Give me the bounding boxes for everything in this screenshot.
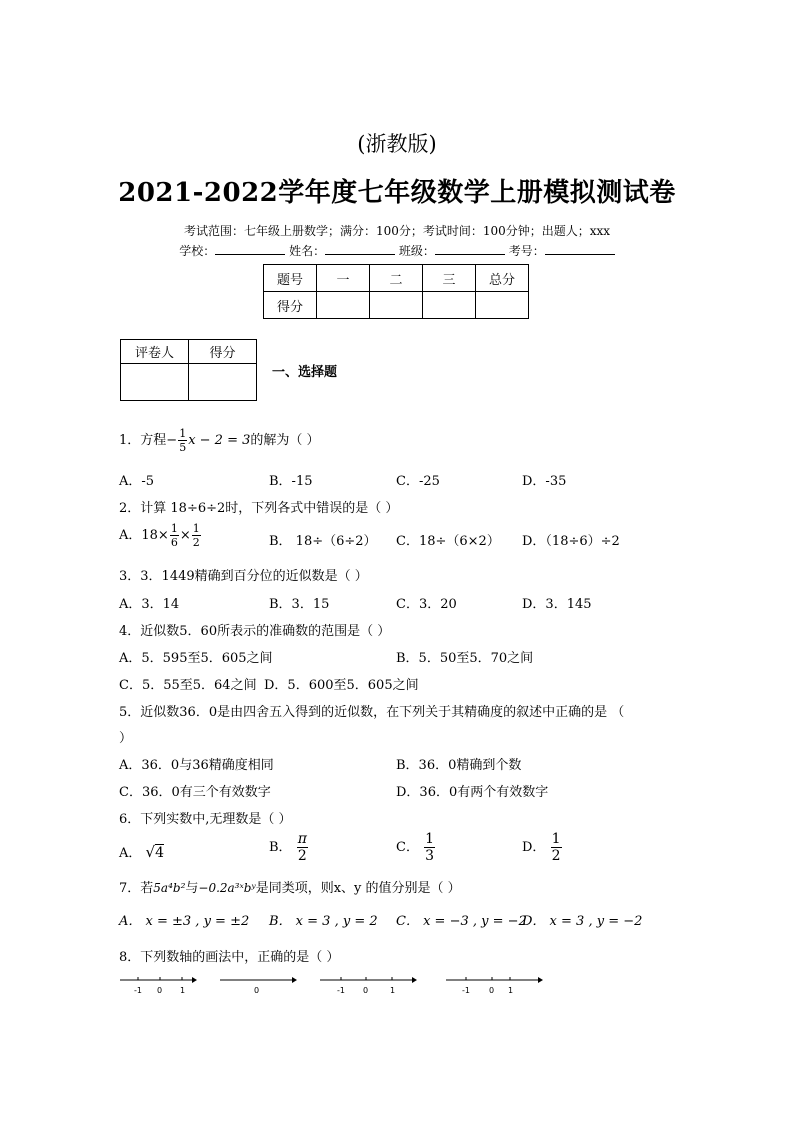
- arrow-icon: [538, 977, 543, 983]
- tick-label: 0: [254, 986, 260, 995]
- q2-option-c[interactable]: C．18÷（6×2）: [396, 534, 500, 549]
- exam-subtitle: (浙教版): [357, 132, 437, 156]
- fraction: [551, 832, 562, 863]
- q6-option-c[interactable]: [396, 832, 436, 863]
- term-1: 5a⁴b²: [153, 881, 186, 895]
- tick-label: -1: [462, 986, 470, 995]
- tick-label: 1: [508, 986, 514, 995]
- q3-option-a[interactable]: A．3．14: [119, 597, 180, 612]
- q4-option-d[interactable]: D．5．600至5．605之间: [264, 678, 419, 693]
- option-label: B．: [269, 840, 292, 855]
- fraction-numerator: 1: [425, 831, 435, 847]
- fraction-denominator: 6: [170, 536, 178, 549]
- question-5: 5．近似数36．0是由四舍五入得到的近似数，在下列关于其精确度的叙述中正确的是 （: [119, 705, 625, 720]
- q6-option-a[interactable]: [119, 842, 164, 861]
- fraction-numerator: 1: [170, 522, 178, 535]
- fraction-denominator: 2: [192, 536, 200, 549]
- q5-option-d[interactable]: D．36．0有两个有效数字: [396, 785, 549, 800]
- score-header-cell: 二: [370, 265, 423, 292]
- grader-cell[interactable]: [189, 364, 257, 401]
- number-label: 考号：: [508, 244, 545, 258]
- q7-option-d[interactable]: D． x = 3 , y = −2: [522, 914, 643, 929]
- q5-option-c[interactable]: C．36．0有三个有效数字: [119, 785, 271, 800]
- tick-label: 1: [390, 986, 396, 995]
- q5-option-b[interactable]: B．36．0精确到个数: [396, 758, 522, 773]
- grader-header-cell: 得分: [189, 340, 257, 364]
- fraction-denominator: 5: [179, 441, 187, 454]
- question-7-prefix: 7．若: [119, 881, 154, 896]
- q1-option-d[interactable]: D．-35: [522, 474, 567, 489]
- section-title: 一、选择题: [272, 365, 338, 380]
- question-7: [119, 877, 461, 896]
- q7-option-a[interactable]: A． x = ±3 , y = ±2: [119, 914, 250, 929]
- fraction: [178, 428, 187, 453]
- option-label: C．: [396, 840, 419, 855]
- score-cell[interactable]: [370, 292, 423, 319]
- score-header-cell: 三: [423, 265, 476, 292]
- question-1-expression: x − 2 = 3: [188, 433, 251, 448]
- question-5-continuation: ）: [119, 731, 133, 746]
- fraction: [170, 523, 179, 548]
- tick-label: 0: [489, 986, 495, 995]
- student-info-line: [0, 242, 794, 259]
- school-blank[interactable]: [215, 242, 285, 255]
- q4-option-b[interactable]: B．5．50至5．70之间: [396, 651, 534, 666]
- sqrt-icon: √: [145, 843, 156, 861]
- fraction: [192, 523, 201, 548]
- question-7-suffix: 是同类项，则x、y 的值分别是（ ）: [255, 881, 461, 896]
- score-header-cell: 总分: [476, 265, 529, 292]
- question-4: 4．近似数5．60所表示的准确数的范围是（ ）: [119, 624, 391, 639]
- class-blank[interactable]: [435, 242, 505, 255]
- q1-option-b[interactable]: B．-15: [269, 474, 313, 489]
- fraction-numerator: 1: [179, 427, 187, 440]
- q2-option-b[interactable]: B． 18÷（6÷2）: [269, 534, 377, 549]
- tick-label: -1: [134, 986, 142, 995]
- question-6: 6．下列实数中,无理数是（ ）: [119, 812, 292, 827]
- fraction: [424, 832, 435, 863]
- fraction-denominator: 2: [551, 848, 561, 864]
- fraction: [297, 832, 308, 863]
- arrow-icon: [192, 977, 197, 983]
- q4-option-c[interactable]: C．5．55至5．64之间: [119, 678, 257, 693]
- question-1-suffix: 的解为（ ）: [250, 433, 320, 448]
- q2-option-a[interactable]: [119, 523, 202, 548]
- question-2: 2．计算 18÷6÷2时，下列各式中错误的是（ ）: [119, 501, 399, 516]
- arrow-icon: [292, 977, 297, 983]
- score-cell[interactable]: [317, 292, 370, 319]
- fraction-numerator: 1: [192, 522, 200, 535]
- class-label: 班级：: [398, 244, 435, 258]
- question-1-prefix: 1．方程: [119, 433, 167, 448]
- score-table: [263, 264, 529, 319]
- q7-option-c[interactable]: C． x = −3 , y = −2: [396, 914, 527, 929]
- fraction-numerator: π: [297, 831, 307, 847]
- times-sign: ×: [179, 528, 191, 543]
- score-header-cell: 一: [317, 265, 370, 292]
- number-line-option-c[interactable]: [318, 972, 418, 996]
- q6-option-d[interactable]: [522, 832, 563, 863]
- score-cell[interactable]: [476, 292, 529, 319]
- q3-option-d[interactable]: D．3．145: [522, 597, 592, 612]
- score-header-cell: 题号: [264, 265, 317, 292]
- q6-option-b[interactable]: [269, 832, 309, 863]
- name-blank[interactable]: [325, 242, 395, 255]
- term-2: −0.2a³ˣbʸ: [198, 881, 256, 895]
- fraction-denominator: 2: [297, 848, 307, 864]
- radicand: 4: [155, 845, 165, 861]
- tick-label: -1: [337, 986, 345, 995]
- q7-option-b[interactable]: B． x = 3 , y = 2: [269, 914, 378, 929]
- q1-option-c[interactable]: C．-25: [396, 474, 440, 489]
- question-3: 3．3．1449精确到百分位的近似数是（ ）: [119, 569, 368, 584]
- school-label: 学校：: [179, 244, 216, 258]
- q2-option-d[interactable]: D．（18÷6）÷2: [522, 534, 620, 549]
- arrow-icon: [412, 977, 417, 983]
- q3-option-c[interactable]: C．3．20: [396, 597, 457, 612]
- grader-table: [120, 339, 257, 401]
- q4-option-a[interactable]: A．5．595至5．605之间: [119, 651, 273, 666]
- number-blank[interactable]: [545, 242, 615, 255]
- question-8: 8．下列数轴的画法中，正确的是（ ）: [119, 950, 340, 965]
- name-label: 姓名：: [289, 244, 326, 258]
- option-label: A．: [119, 528, 142, 543]
- grader-cell[interactable]: [121, 364, 189, 401]
- question-1: [119, 428, 320, 453]
- q1-option-a[interactable]: A．-5: [119, 474, 155, 489]
- tick-label: 0: [363, 986, 369, 995]
- option-a-lead: 18×: [141, 528, 169, 543]
- number-line-option-b[interactable]: [218, 972, 298, 996]
- q3-option-b[interactable]: B．3．15: [269, 597, 330, 612]
- score-row-label: 得分: [264, 292, 317, 319]
- score-cell[interactable]: [423, 292, 476, 319]
- fraction-numerator: 1: [551, 831, 561, 847]
- tick-label: 1: [180, 986, 186, 995]
- grader-header-cell: 评卷人: [121, 340, 189, 364]
- exam-info: 考试范围：七年级上册数学；满分：100分；考试时间：100分钟；出题人；xxx: [183, 224, 611, 238]
- number-line-option-a[interactable]: [118, 972, 198, 996]
- question-7-mid: 与: [185, 881, 199, 896]
- tick-label: 0: [157, 986, 163, 995]
- exam-title: 2021-2022学年度七年级数学上册模拟测试卷: [118, 178, 676, 208]
- q5-option-a[interactable]: A．36．0与36精确度相同: [119, 758, 274, 773]
- option-label: D．: [522, 840, 546, 855]
- option-label: A．: [119, 846, 142, 861]
- number-line-option-d[interactable]: [444, 972, 544, 996]
- minus-sign: −: [166, 433, 178, 448]
- fraction-denominator: 3: [425, 848, 435, 864]
